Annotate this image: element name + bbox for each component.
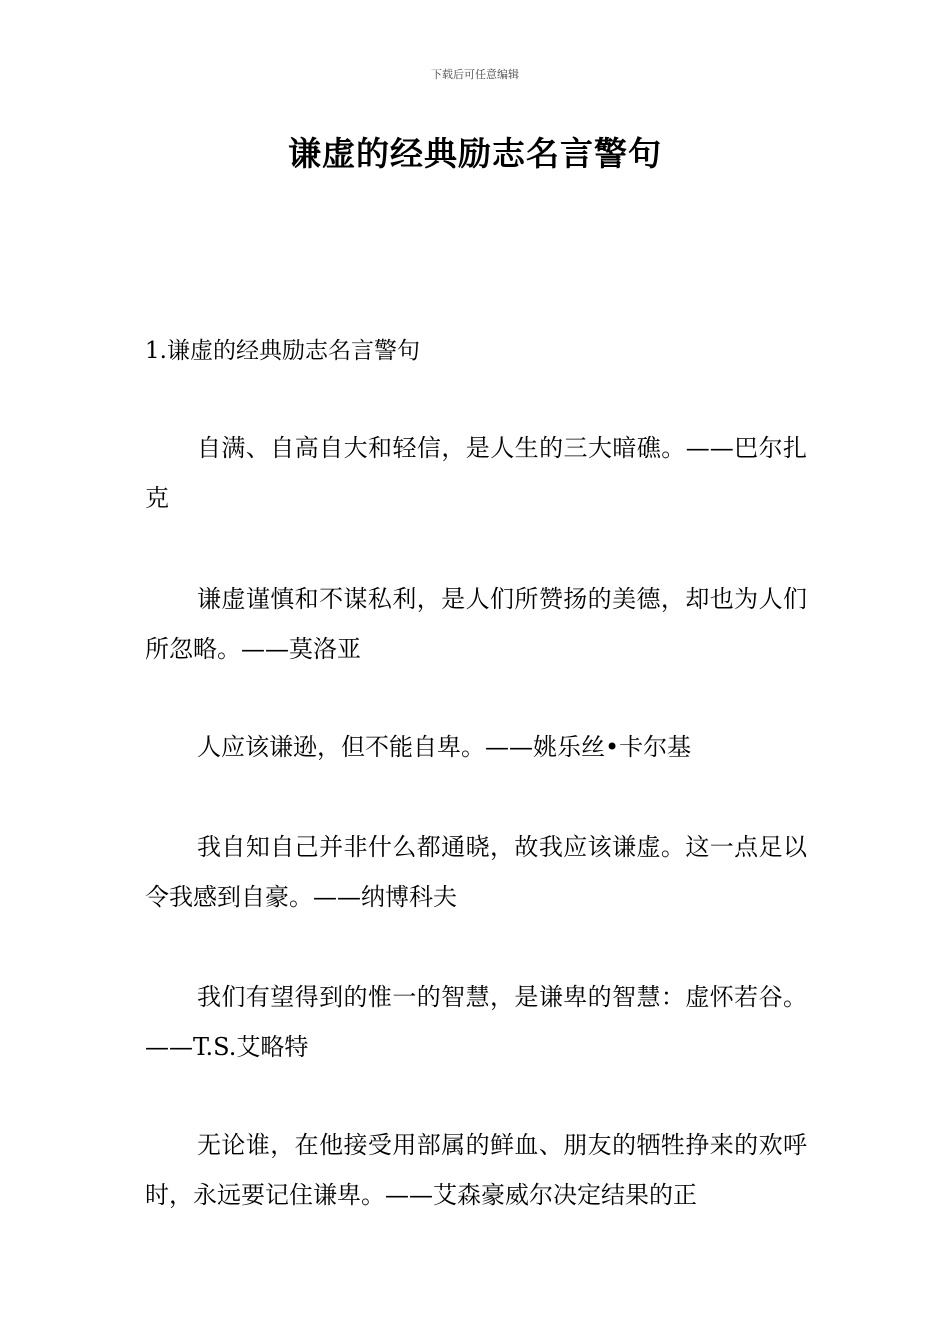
document-title: 谦虚的经典励志名言警句 <box>288 134 662 173</box>
quote-paragraph: 谦虚谨慎和不谋私利，是人们所赞扬的美德，却也为人们所忽略。——莫洛亚 <box>145 585 807 663</box>
quote-paragraph: 我自知自己并非什么都通晓，故我应该谦虚。这一点足以令我感到自豪。——纳博科夫 <box>145 833 807 911</box>
section-heading: 1.谦虚的经典励志名言警句 <box>145 338 420 364</box>
quote-paragraph: 自满、自高自大和轻信，是人生的三大暗礁。——巴尔扎克 <box>145 434 807 512</box>
quote-paragraph: 我们有望得到的惟一的智慧，是谦卑的智慧：虚怀若谷。——T.S.艾略特 <box>145 983 807 1061</box>
quote-paragraph: 无论谁，在他接受用部属的鲜血、朋友的牺牲挣来的欢呼时，永远要记住谦卑。——艾森豪威尔决定结果的正 <box>145 1131 807 1209</box>
quote-paragraph: 人应该谦逊，但不能自卑。——姚乐丝•卡尔基 <box>197 733 692 761</box>
header-note: 下载后可任意编辑 <box>431 68 519 81</box>
